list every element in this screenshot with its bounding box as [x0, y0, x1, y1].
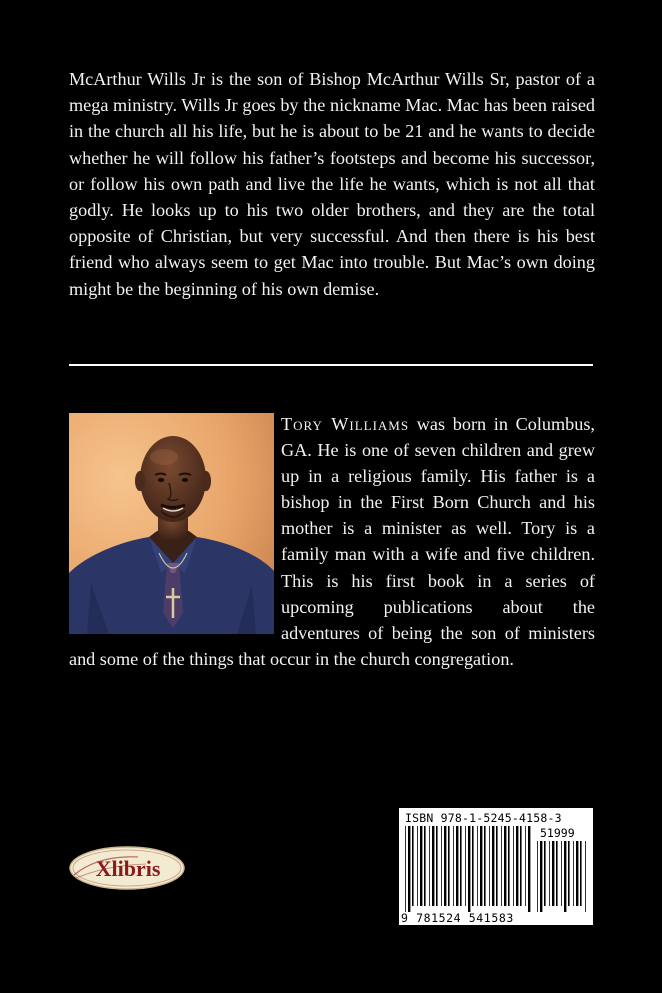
ean-left-group: 781524: [416, 911, 462, 925]
section-divider: [69, 364, 593, 366]
isbn-label: ISBN 978-1-5245-4158-3: [405, 811, 562, 825]
ean-digits: [401, 911, 514, 925]
synopsis-paragraph: McArthur Wills Jr is the son of Bishop McArthur Wills Sr, pastor of a mega ministry. Wills Jr goes by the nickname Mac. Mac has been raised in the church all his life, but he is about to be 21 and he wants to decide whether he will follow his father’s footsteps and become his successor, or follow his own path and live the life he wants, which is not all that godly. He looks up to his two older brothers, and they are the total opposite of Christian, but very successful. And then there is his best friend who always seem to get Mac into trouble. But Mac’s own doing might be the beginning of his own demise.: [69, 69, 595, 299]
ean-bars: [405, 826, 531, 912]
author-bio: [69, 411, 595, 672]
photo-wrap-spacer: [69, 411, 281, 645]
publisher-logo-text: Xlibris: [95, 856, 161, 881]
author-name: Tory Williams: [281, 414, 410, 434]
publisher-logo: [68, 845, 186, 891]
ean-right-group: 541583: [468, 911, 514, 925]
ean-first-digit: 9: [401, 911, 409, 925]
price-code: 51999: [540, 826, 575, 840]
author-bio-text: was born in Columbus, GA. He is one of seven children and grew up in a religious family. His father is a bishop in the First Born Church and his mother is a minister as well. Tory is a family man with a wife and five children. This is his first book in a series of upcoming publications about the adventures of being the son of ministers and some of the things that occur in the church congregation.: [69, 414, 595, 669]
isbn-barcode: [399, 808, 593, 925]
price-bars: [537, 841, 589, 912]
